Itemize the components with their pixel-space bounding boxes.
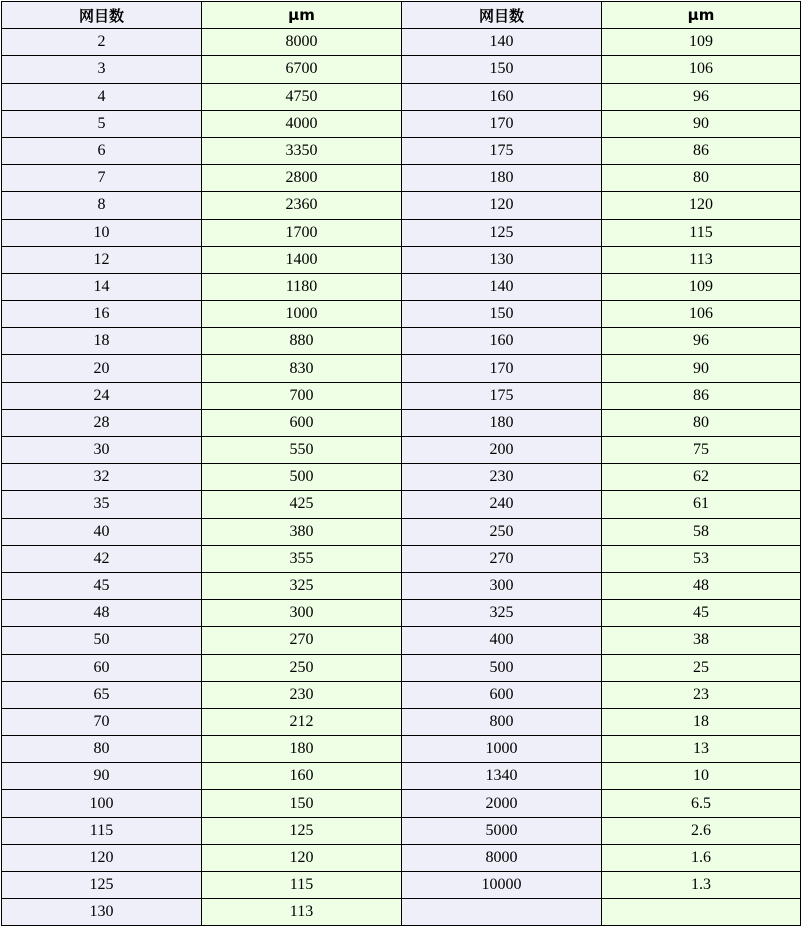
micron-right-cell: 106 [602, 56, 801, 83]
table-row [2, 246, 801, 273]
header-micron-right: μm [602, 2, 801, 29]
mesh-right-cell: 8000 [402, 844, 602, 871]
table-row [2, 844, 801, 871]
micron-right-cell: 25 [602, 654, 801, 681]
table-row [2, 165, 801, 192]
mesh-right-cell: 140 [402, 273, 602, 300]
table-row [2, 83, 801, 110]
mesh-right-cell: 160 [402, 83, 602, 110]
table-row [2, 464, 801, 491]
micron-left-cell: 1180 [202, 273, 402, 300]
table-row [2, 572, 801, 599]
micron-right-cell: 86 [602, 137, 801, 164]
table-row [2, 518, 801, 545]
mesh-right-cell: 1340 [402, 763, 602, 790]
micron-left-cell: 550 [202, 437, 402, 464]
micron-right-cell: 86 [602, 382, 801, 409]
micron-left-cell: 125 [202, 817, 402, 844]
micron-right-cell: 53 [602, 545, 801, 572]
mesh-right-cell: 130 [402, 246, 602, 273]
mesh-left-cell: 16 [2, 301, 202, 328]
micron-left-cell: 600 [202, 409, 402, 436]
micron-left-cell: 2360 [202, 192, 402, 219]
mesh-left-cell: 10 [2, 219, 202, 246]
micron-left-cell: 325 [202, 572, 402, 599]
mesh-left-cell: 7 [2, 165, 202, 192]
mesh-right-cell: 140 [402, 29, 602, 56]
mesh-left-cell: 120 [2, 844, 202, 871]
mesh-right-cell: 175 [402, 382, 602, 409]
mesh-left-cell: 42 [2, 545, 202, 572]
table-row [2, 192, 801, 219]
header-mesh-right: 网目数 [402, 2, 602, 29]
mesh-left-cell: 50 [2, 627, 202, 654]
micron-left-cell: 700 [202, 382, 402, 409]
micron-left-cell: 1400 [202, 246, 402, 273]
table-row [2, 736, 801, 763]
mesh-right-cell: 160 [402, 328, 602, 355]
mesh-right-cell: 170 [402, 110, 602, 137]
table-row [2, 355, 801, 382]
mesh-left-cell: 28 [2, 409, 202, 436]
micron-left-cell: 150 [202, 790, 402, 817]
mesh-right-cell: 1000 [402, 736, 602, 763]
micron-right-cell: 10 [602, 763, 801, 790]
table-row [2, 273, 801, 300]
micron-right-cell: 58 [602, 518, 801, 545]
table-row [2, 437, 801, 464]
micron-right-cell: 90 [602, 110, 801, 137]
mesh-right-cell: 270 [402, 545, 602, 572]
mesh-left-cell: 40 [2, 518, 202, 545]
micron-left-cell: 230 [202, 681, 402, 708]
table-row [2, 817, 801, 844]
table-row [2, 600, 801, 627]
micron-right-cell: 61 [602, 491, 801, 518]
micron-left-cell: 120 [202, 844, 402, 871]
micron-left-cell: 250 [202, 654, 402, 681]
table-row [2, 899, 801, 926]
micron-right-cell: 48 [602, 572, 801, 599]
mesh-left-cell: 65 [2, 681, 202, 708]
micron-left-cell: 1000 [202, 301, 402, 328]
table-row [2, 29, 801, 56]
mesh-right-cell: 250 [402, 518, 602, 545]
micron-left-cell: 3350 [202, 137, 402, 164]
mesh-left-cell: 125 [2, 872, 202, 899]
micron-right-cell: 90 [602, 355, 801, 382]
mesh-right-cell: 180 [402, 409, 602, 436]
mesh-right-cell: 175 [402, 137, 602, 164]
table-row [2, 491, 801, 518]
micron-right-cell: 23 [602, 681, 801, 708]
micron-right-cell: 6.5 [602, 790, 801, 817]
micron-left-cell: 113 [202, 899, 402, 926]
table-row [2, 301, 801, 328]
micron-left-cell: 160 [202, 763, 402, 790]
micron-right-cell: 80 [602, 409, 801, 436]
micron-left-cell: 880 [202, 328, 402, 355]
mesh-left-cell: 18 [2, 328, 202, 355]
micron-left-cell: 2800 [202, 165, 402, 192]
mesh-left-cell: 32 [2, 464, 202, 491]
table-body [2, 29, 801, 926]
micron-right-cell: 106 [602, 301, 801, 328]
micron-right-cell: 18 [602, 708, 801, 735]
micron-left-cell: 6700 [202, 56, 402, 83]
micron-left-cell: 212 [202, 708, 402, 735]
table-row [2, 627, 801, 654]
micron-right-cell: 38 [602, 627, 801, 654]
mesh-right-cell: 800 [402, 708, 602, 735]
micron-right-cell: 45 [602, 600, 801, 627]
micron-right-cell: 113 [602, 246, 801, 273]
mesh-left-cell: 35 [2, 491, 202, 518]
table-row [2, 56, 801, 83]
mesh-right-cell: 200 [402, 437, 602, 464]
mesh-left-cell: 70 [2, 708, 202, 735]
mesh-left-cell: 30 [2, 437, 202, 464]
table-row [2, 382, 801, 409]
mesh-left-cell: 45 [2, 572, 202, 599]
micron-right-cell [602, 899, 801, 926]
micron-left-cell: 4000 [202, 110, 402, 137]
micron-right-cell: 2.6 [602, 817, 801, 844]
mesh-right-cell: 170 [402, 355, 602, 382]
header-micron-left: μm [202, 2, 402, 29]
mesh-conversion-table [1, 1, 801, 926]
mesh-left-cell: 5 [2, 110, 202, 137]
mesh-left-cell: 14 [2, 273, 202, 300]
mesh-right-cell: 240 [402, 491, 602, 518]
mesh-left-cell: 130 [2, 899, 202, 926]
mesh-left-cell: 80 [2, 736, 202, 763]
mesh-left-cell: 60 [2, 654, 202, 681]
micron-left-cell: 355 [202, 545, 402, 572]
mesh-left-cell: 24 [2, 382, 202, 409]
mesh-right-cell: 150 [402, 56, 602, 83]
mesh-right-cell: 150 [402, 301, 602, 328]
table-row [2, 219, 801, 246]
micron-left-cell: 180 [202, 736, 402, 763]
mesh-left-cell: 115 [2, 817, 202, 844]
micron-left-cell: 4750 [202, 83, 402, 110]
mesh-right-cell: 300 [402, 572, 602, 599]
mesh-right-cell: 180 [402, 165, 602, 192]
micron-left-cell: 8000 [202, 29, 402, 56]
mesh-right-cell [402, 899, 602, 926]
micron-left-cell: 380 [202, 518, 402, 545]
table-row [2, 708, 801, 735]
mesh-right-cell: 120 [402, 192, 602, 219]
table-row [2, 763, 801, 790]
mesh-left-cell: 48 [2, 600, 202, 627]
mesh-left-cell: 6 [2, 137, 202, 164]
table-row [2, 654, 801, 681]
mesh-right-cell: 230 [402, 464, 602, 491]
micron-left-cell: 300 [202, 600, 402, 627]
table-row [2, 545, 801, 572]
micron-right-cell: 109 [602, 273, 801, 300]
table-row [2, 328, 801, 355]
mesh-left-cell: 90 [2, 763, 202, 790]
micron-right-cell: 120 [602, 192, 801, 219]
micron-left-cell: 500 [202, 464, 402, 491]
table-row [2, 790, 801, 817]
micron-right-cell: 62 [602, 464, 801, 491]
table-row [2, 681, 801, 708]
mesh-left-cell: 12 [2, 246, 202, 273]
micron-left-cell: 115 [202, 872, 402, 899]
micron-right-cell: 13 [602, 736, 801, 763]
table-row [2, 409, 801, 436]
micron-right-cell: 1.6 [602, 844, 801, 871]
micron-right-cell: 75 [602, 437, 801, 464]
mesh-right-cell: 10000 [402, 872, 602, 899]
table-row [2, 110, 801, 137]
mesh-right-cell: 600 [402, 681, 602, 708]
micron-left-cell: 830 [202, 355, 402, 382]
mesh-right-cell: 2000 [402, 790, 602, 817]
table-row [2, 872, 801, 899]
micron-left-cell: 425 [202, 491, 402, 518]
mesh-left-cell: 3 [2, 56, 202, 83]
mesh-left-cell: 4 [2, 83, 202, 110]
micron-right-cell: 80 [602, 165, 801, 192]
header-mesh-left: 网目数 [2, 2, 202, 29]
micron-left-cell: 1700 [202, 219, 402, 246]
micron-right-cell: 109 [602, 29, 801, 56]
mesh-left-cell: 100 [2, 790, 202, 817]
micron-right-cell: 115 [602, 219, 801, 246]
mesh-left-cell: 2 [2, 29, 202, 56]
table-row [2, 137, 801, 164]
micron-right-cell: 1.3 [602, 872, 801, 899]
mesh-right-cell: 125 [402, 219, 602, 246]
mesh-left-cell: 8 [2, 192, 202, 219]
micron-right-cell: 96 [602, 83, 801, 110]
micron-right-cell: 96 [602, 328, 801, 355]
mesh-right-cell: 325 [402, 600, 602, 627]
mesh-right-cell: 500 [402, 654, 602, 681]
mesh-left-cell: 20 [2, 355, 202, 382]
micron-left-cell: 270 [202, 627, 402, 654]
mesh-right-cell: 400 [402, 627, 602, 654]
header-row [2, 2, 801, 29]
mesh-right-cell: 5000 [402, 817, 602, 844]
